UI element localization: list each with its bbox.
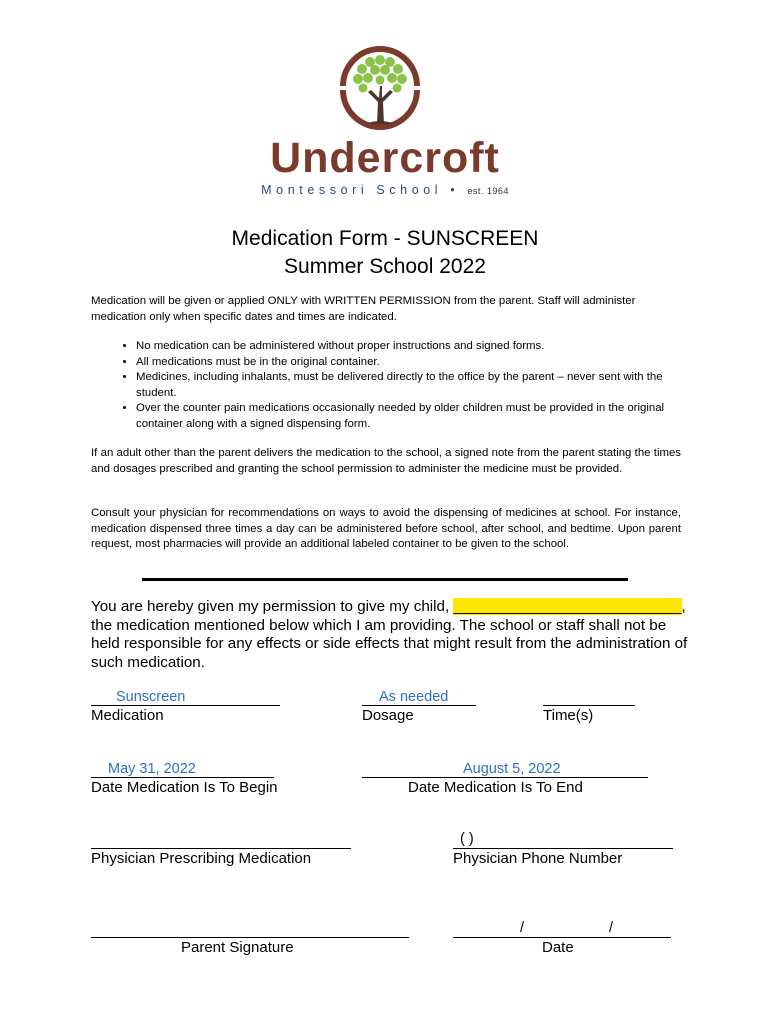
- times-field-line[interactable]: [543, 705, 635, 706]
- school-subtitle-text: Montessori School: [261, 183, 443, 197]
- dosage-label: Dosage: [362, 707, 414, 724]
- date-begin-field[interactable]: May 31, 2022: [108, 761, 196, 777]
- physician-label: Physician Prescribing Medication: [91, 850, 312, 867]
- physician-field[interactable]: [91, 848, 351, 849]
- parent-signature-field[interactable]: [91, 937, 409, 938]
- permission-text-start: You are hereby given my permission to give my child,: [91, 598, 454, 615]
- list-item: • Medicines, including inhalants, must be delivered directly to the office by the parent – never sent with the student.: [136, 370, 681, 401]
- medication-label: Medication: [91, 707, 164, 724]
- school-subtitle: Montessori School • est. 1964: [261, 183, 509, 197]
- divider: [142, 578, 628, 581]
- intro-paragraph: Medication will be given or applied ONLY with WRITTEN PERMISSION from the parent. Staff will administer medication only when specific dates and times are indicated.: [91, 295, 636, 323]
- date-end-label: Date Medication Is To End: [408, 779, 583, 796]
- parent-signature-label: Parent Signature: [181, 939, 294, 956]
- list-item: • No medication can be administered without proper instructions and signed forms.: [136, 339, 681, 355]
- dosage-field[interactable]: As needed: [379, 689, 449, 705]
- list-item: • All medications must be in the original container.: [136, 355, 681, 371]
- medication-field[interactable]: Sunscreen: [116, 689, 186, 705]
- times-label: Time(s): [543, 707, 594, 724]
- rules-list: [91, 339, 681, 432]
- physician-phone-field[interactable]: [453, 848, 673, 849]
- date-begin-label: Date Medication Is To Begin: [91, 779, 278, 796]
- school-name: Undercroft: [270, 134, 500, 182]
- permission-text-end: , the medication mentioned below which I am providing. The school or staff shall not be held responsible for any effects or side effects that might result from the administration of such medication.: [91, 598, 688, 671]
- established-year: est. 1964: [467, 186, 509, 196]
- physician-phone-label: Physician Phone Number: [453, 850, 623, 867]
- date-end-field[interactable]: August 5, 2022: [463, 761, 561, 777]
- physician-paragraph: Consult your physician for recommendations on ways to avoid the dispensing of medicines at school. For instance, medication dispensed three times a day can be administered before school, after school, and bedtime. Upon parent request, most pharmacies will provide an additional labeled container to be given to the school.: [91, 507, 681, 550]
- list-item: • Over the counter pain medications occasionally needed by older children must be provided in the original container along with a signed dispensing form.: [136, 401, 681, 432]
- form-title: Medication Form - SUNSCREEN: [231, 227, 539, 250]
- date-label: Date: [542, 939, 574, 956]
- child-name-field[interactable]: ___________________________: [453, 598, 682, 615]
- adult-delivery-paragraph: If an adult other than the parent delivers the medication to the school, a signed note from the parent stating the times and dosages prescribed and granting the school permission to administer the medicine must be provided.: [91, 447, 681, 475]
- tree-logo-icon: [335, 38, 425, 134]
- area-code-parentheses: ( ): [460, 831, 474, 847]
- date-slash: /: [520, 920, 525, 936]
- form-subtitle: Summer School 2022: [284, 255, 486, 278]
- permission-statement: [91, 598, 691, 672]
- date-slash: /: [609, 920, 614, 936]
- date-field[interactable]: [453, 937, 671, 938]
